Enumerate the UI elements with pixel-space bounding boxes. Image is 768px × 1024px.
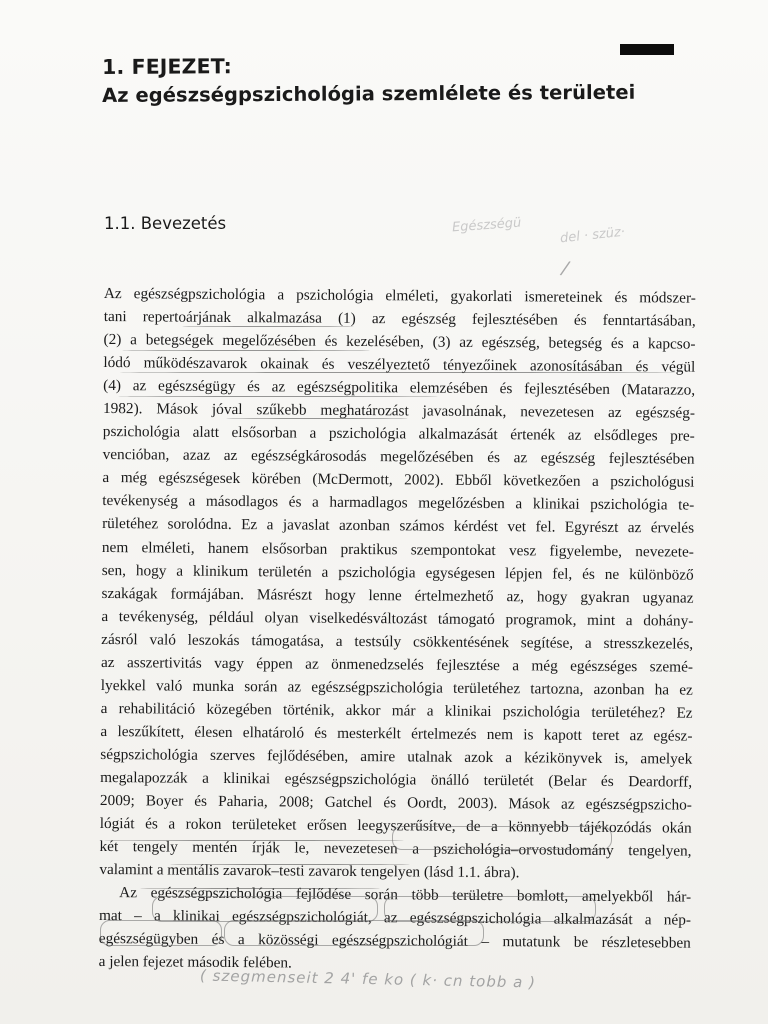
text-line: sen, hogy a klinikum területén a pszichológia egységesen lépjen fel, és ne különböző — [101, 561, 694, 584]
chapter-title: Az egészségpszichológia szemlélete és területei — [102, 80, 636, 107]
text-line: a rehabilitáció közegében történik, akkor már a klinikai pszichológia területéhez? Ez — [100, 699, 693, 722]
text-line: 2009; Boyer és Paharia, 2008; Gatchel és Oordt, 2003). Mások az egészségpszicho- — [99, 792, 692, 814]
text-line: nem elméleti, hanem elsősorban praktikus szempontokat vesz figyelembe, nevezete- — [101, 538, 694, 561]
text-line: szakágak formájában. Másrészt hogy lenne értelmezhető az, hogy gyakran ugyanaz — [101, 584, 694, 607]
pencil-note: Egészségü — [451, 215, 522, 236]
pencil-mark: / — [560, 257, 570, 280]
pencil-underline — [182, 326, 354, 327]
text-line: vencióban, azaz az egészségkárosodás megelőzésében és az egészség fejlesztésében — [102, 446, 695, 468]
text-line: (2) a betegségek megelőzésében és kezelésében, (3) az egészség, betegség és a kapcso- — [103, 331, 696, 353]
text-line: (4) az egészségügy és az egészségpolitika elemzésében és fejlesztésében (Matarazzo, — [103, 377, 696, 399]
pencil-underline — [104, 840, 404, 841]
text-line: megalapozzák a klinikai egészségpszichológia önálló területét (Belar és Deardorff, — [100, 768, 693, 791]
text-line: rületéhez sorolódna. Ez a javaslat azonban számos kérdést vet fel. Egyrészt az érvelés — [102, 515, 695, 538]
text-line: két tengely mentén írják le, nevezetesen a pszichológia–orvostudomány tengelyen, — [99, 838, 692, 860]
paragraph-2 — [99, 881, 692, 978]
text-line: a leszűkített, élesen elhatároló és mesterkélt értelmezés nem is kapott teret az egész- — [100, 722, 693, 745]
pencil-underline — [118, 396, 438, 397]
text-line: tevékenység a másodlagos és a harmadlagos megelőzésben a klinikai pszichológia te- — [102, 492, 695, 515]
text-line: 1982). Mások jóval szűkebb meghatározást javasolnának, nevezetesen az egészség- — [102, 400, 696, 422]
text-line: lódó működészavarok okainak és veszélyeztető tényezőinek azonosításában és végül — [103, 354, 696, 376]
text-line: mat – a klinikai egészségpszichológiát, az egészségpszichológia alkalmazását a nép- — [98, 907, 692, 929]
text-line: az asszertivitás vagy éppen az önmenedzselés fejlesztése a még egészséges szemé- — [100, 653, 694, 676]
pencil-underline — [226, 418, 408, 419]
text-line: a tevékenység, például olyan viselkedésváltozást támogató programok, mint a dohány- — [101, 607, 694, 630]
pencil-underline — [170, 864, 410, 865]
text-line: Az egészségpszichológia a pszichológia elméleti, gyakorlati ismereteinek és módszer- — [103, 284, 696, 307]
text-line: lógiát és a rokon területeket erősen leegyszerűsítve, de a könnyebb tájékozódás okán — [99, 815, 692, 837]
text-line: a jelen fejezet második felében. — [98, 953, 292, 972]
pencil-note: ( szegmenseit 2 4' fe ko ( k· cn tobb a ) — [199, 966, 537, 992]
text-line: egészségügyben és a közösségi egészségpszichológiát – mutatunk be részletesebben — [98, 930, 691, 952]
pencil-underline — [118, 372, 678, 373]
chapter-number: 1. FEJEZET: — [102, 54, 233, 79]
text-line: pszichológia alatt elsősorban a pszichológia alkalmazását értenék az elsődleges pre- — [102, 423, 695, 445]
text-line: tani repertoárjának alkalmazása (1) az egészség fejlesztésében és fenntartásában, — [103, 308, 696, 330]
black-marker-strip — [620, 44, 674, 55]
pencil-underline — [122, 350, 370, 351]
text-line: lyekkel való munka során az egészségpszichológia területéhez tartozna, azonban ha ez — [100, 676, 693, 699]
body-text — [99, 282, 696, 978]
pencil-note: del · szüz· — [559, 224, 626, 247]
text-line: a még egészségesek körében (McDermott, 2002). Ebből következően a pszichológusi — [102, 469, 695, 492]
section-heading: 1.1. Bevezetés — [104, 214, 227, 233]
pencil-underline — [140, 888, 380, 889]
text-line: valamint a mentális zavarok–testi zavarok tengelyen (lásd 1.1. ábra). — [99, 861, 520, 882]
text-line: Az egészségpszichológia fejlődése során több területre bomlott, amelyekből hár- — [119, 884, 692, 906]
text-line: zásról való leszokás támogatása, a testsúly csökkentésének segítése, a stresszkezelés, — [101, 630, 694, 653]
text-line: ségpszichológia szerves fejlődésében, amire utalnak azok a kézikönyvek is, amelyek — [100, 745, 693, 768]
